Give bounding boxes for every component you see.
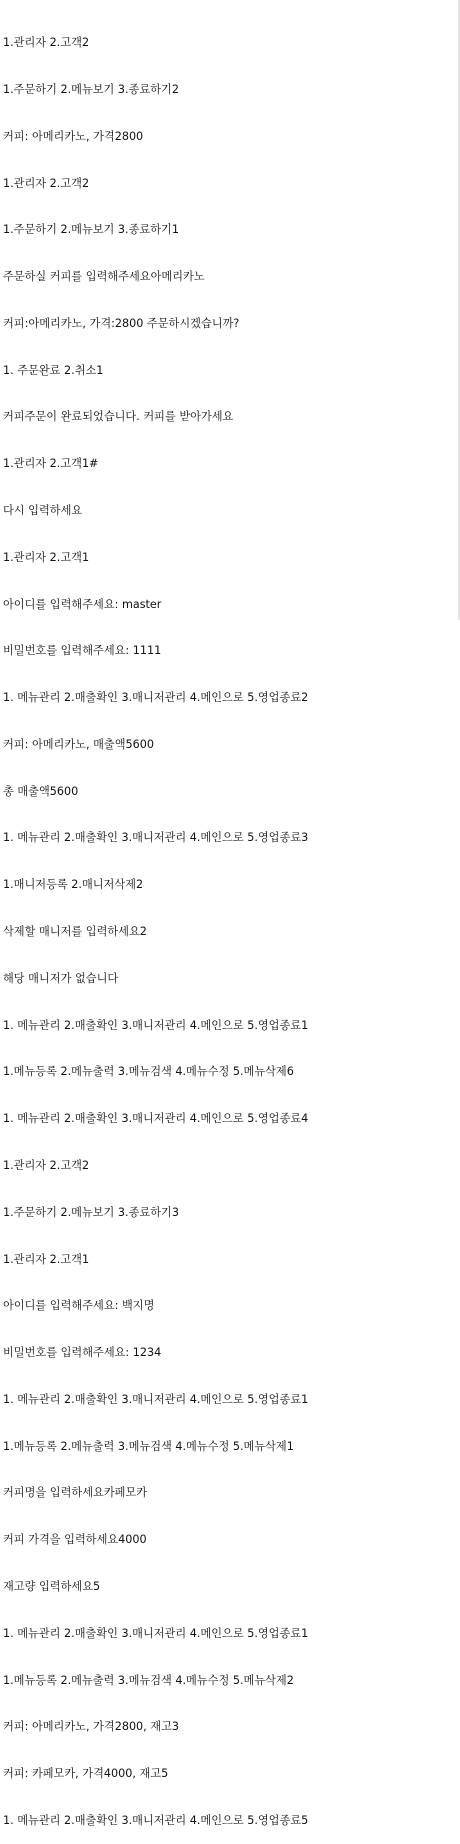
console-line: 삭제할 매니저를 입력하세요2 [3, 925, 147, 939]
console-line: 1. 메뉴관리 2.매출확인 3.매니저관리 4.메인으로 5.영업종료2 [3, 691, 309, 705]
console-line: 커피주문이 완료되었습니다. 커피를 받아가세요 [3, 410, 234, 424]
console-line: 커피 가격을 입력하세요4000 [3, 1533, 147, 1547]
console-line: 커피: 아메리카노, 가격2800, 재고3 [3, 1720, 180, 1734]
console-line: 재고량 입력하세요5 [3, 1579, 101, 1593]
console-line: 1.메뉴등록 2.메뉴출력 3.메뉴검색 4.메뉴수정 5.메뉴삭제2 [3, 1673, 294, 1687]
console-line: 커피: 아메리카노, 매출액5600 [3, 737, 154, 751]
console-line: 1.관리자 2.고객2 [3, 36, 90, 50]
console-line: 1.관리자 2.고객1 [3, 550, 90, 564]
console-line: 아이디를 입력해주세요: master [3, 597, 162, 611]
console-line: 1.주문하기 2.메뉴보기 3.종료하기3 [3, 1205, 179, 1219]
console-line: 비밀번호를 입력해주세요: 1234 [3, 1346, 162, 1360]
console-line: 비밀번호를 입력해주세요: 1111 [3, 644, 162, 658]
console-line: 1. 메뉴관리 2.매출확인 3.매니저관리 4.메인으로 5.영업종료1 [3, 1392, 309, 1406]
console-line: 1.관리자 2.고객2 [3, 1158, 90, 1172]
console-line: 커피: 카페모카, 가격4000, 재고5 [3, 1767, 169, 1781]
console-line: 1.관리자 2.고객1 [3, 1252, 90, 1266]
console-line: 1.주문하기 2.메뉴보기 3.종료하기2 [3, 82, 179, 96]
console-line: 해당 매니저가 없습니다 [3, 971, 119, 985]
console-line: 1. 메뉴관리 2.매출확인 3.매니저관리 4.메인으로 5.영업종료5 [3, 1813, 309, 1827]
console-line: 1.메뉴등록 2.메뉴출력 3.메뉴검색 4.메뉴수정 5.메뉴삭제1 [3, 1439, 294, 1453]
console-line: 1. 메뉴관리 2.매출확인 3.매니저관리 4.메인으로 5.영업종료1 [3, 1018, 309, 1032]
console-line: 커피명을 입력하세요카페모카 [3, 1486, 148, 1500]
console-line: 1.매니저등록 2.매니저삭제2 [3, 878, 144, 892]
console-line: 다시 입력하세요 [3, 504, 83, 517]
console-line: 1.메뉴등록 2.메뉴출력 3.메뉴검색 4.메뉴수정 5.메뉴삭제6 [3, 1065, 294, 1079]
console-line: 1. 메뉴관리 2.매출확인 3.매니저관리 4.메인으로 5.영업종료3 [3, 831, 309, 845]
console-line: 1. 주문완료 2.취소1 [3, 363, 104, 377]
console-line: 1.주문하기 2.메뉴보기 3.종료하기1 [3, 223, 179, 237]
console-line: 아이디를 입력해주세요: 백지명 [3, 1299, 155, 1313]
console-line: 1.관리자 2.고객2 [3, 176, 90, 190]
console-line: 주문하실 커피를 입력해주세요아메리카노 [3, 270, 205, 284]
console-line: 총 매출액5600 [3, 784, 79, 798]
console-line: 1. 메뉴관리 2.매출확인 3.매니저관리 4.메인으로 5.영업종료4 [3, 1112, 309, 1126]
console-line: 커피:아메리카노, 가격:2800 주문하시겠습니까? [3, 316, 240, 330]
console-line: 1. 메뉴관리 2.매출확인 3.매니저관리 4.메인으로 5.영업종료1 [3, 1626, 309, 1640]
console-line: 커피: 아메리카노, 가격2800 [3, 129, 144, 143]
console-line: 1.관리자 2.고객1# [3, 457, 99, 471]
